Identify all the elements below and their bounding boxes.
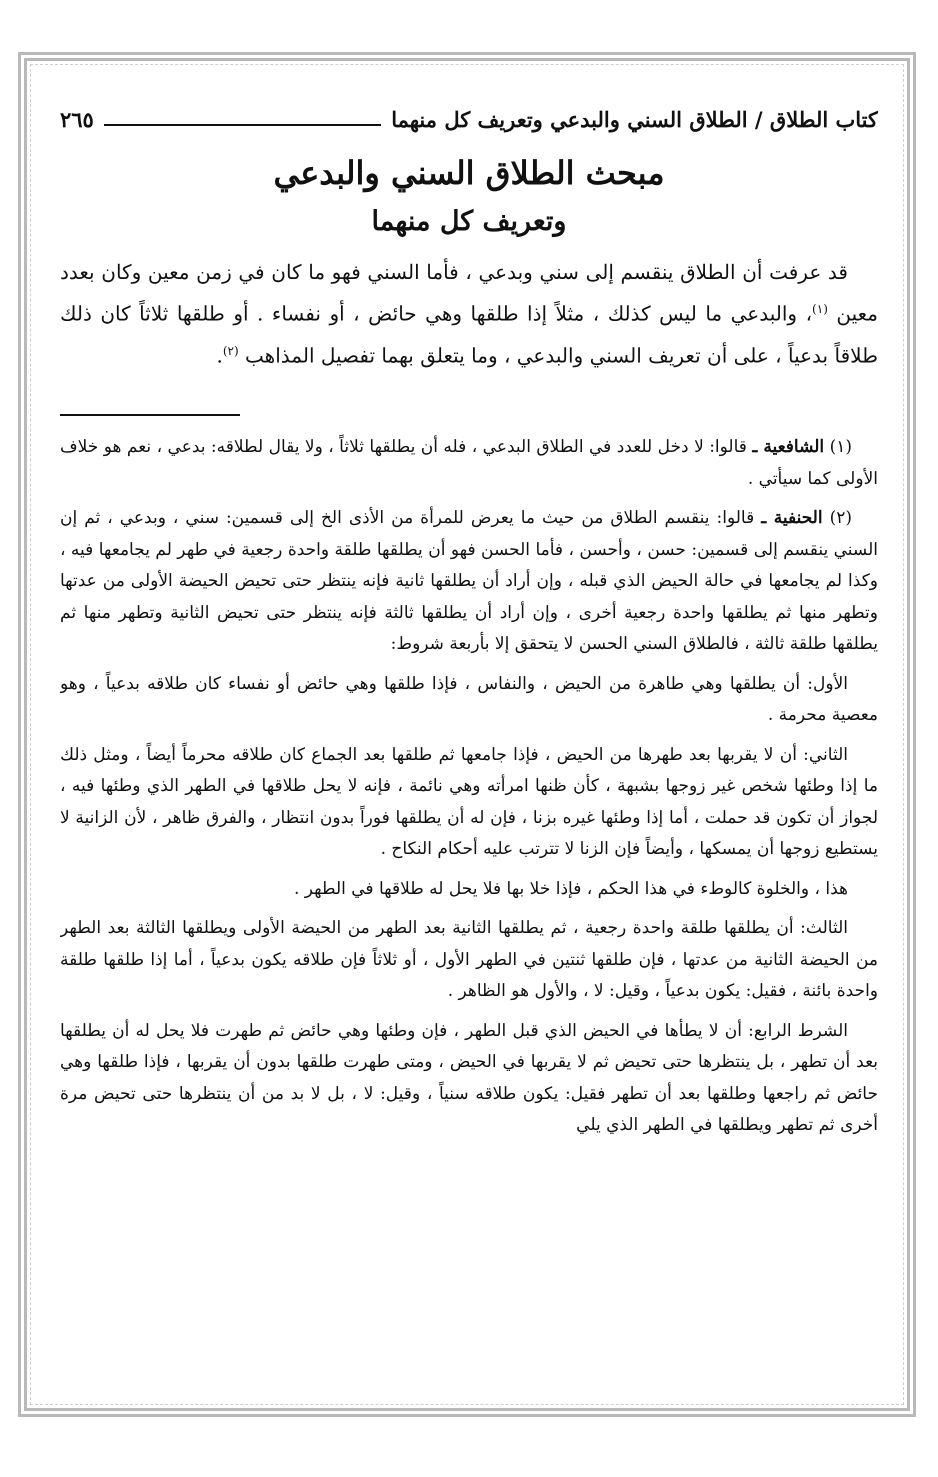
footnote-ref-2: (٢): [222, 343, 239, 358]
footnote-1-school: الشافعية ـ: [752, 437, 825, 458]
running-header: [60, 100, 878, 132]
body-text-a: قد عرفت أن الطلاق ينقسم إلى سني وبدعي ، فأما السني فهو ما كان في زمن معين وكان بعدد معين: [60, 260, 878, 326]
footnotes: [60, 432, 878, 1142]
footnote-1-text: قالوا: لا دخل للعدد في الطلاق البدعي ، فله أن يطلقها ثلاثاً ، ولا يقال لطلاقه: بدعي ، نعم هو خلاف الأولى كما سيأتي .: [60, 437, 878, 489]
footnote-2-school: الحنفية ـ: [761, 508, 823, 529]
footnote-1-number: (١): [829, 437, 853, 458]
page-content: [60, 100, 878, 1390]
section-subtitle: وتعريف كل منهما: [371, 206, 567, 237]
footnote-2-number: (٢): [829, 508, 853, 529]
footnote-1: [60, 432, 878, 495]
running-title: كتاب الطلاق / الطلاق السني والبدعي وتعريف كل منهما: [391, 107, 878, 132]
condition-2: الثاني: أن لا يقربها بعد طهرها من الحيض ، فإذا جامعها ثم طلقها بعد الجماع كان طلاقه محرماً أيضاً ، ومثل ذلك ما إذا وطئها شخص غير زوجها بشبهة ، كأن ظنها امرأته وهي نائمة ، فإنه لا يحل طلاقها في الطهر الذي وطئها فيه ، لجواز أن تكون قد حملت ، أما إذا وطئها غيره بزنا ، فإن له أن يطلقها فوراً بدون انتظار ، والفرق ظاهر ، لأن الزانية لا يستطيع زوجها أن يمسكها ، وأيضاً فإن الزنا لا تترتب عليه أحكام النكاح .: [60, 744, 878, 860]
body-text-end: .: [216, 343, 223, 368]
page-number: ٢٦٥: [60, 107, 94, 132]
footnote-ref-1: (١): [812, 302, 828, 316]
body-paragraph: [60, 254, 878, 374]
khulwa-note: هذا ، والخلوة كالوطء في هذا الحكم ، فإذا خلا بها فلا يحل له طلاقها في الطهر .: [293, 878, 848, 899]
condition-3: الثالث: أن يطلقها طلقة واحدة رجعية ، ثم يطلقها الثانية بعد الطهر من الحيضة الأولى ويطلقها الثالثة بعد الطهر من الحيضة الثانية من عدتها ، فإن طلقها ثنتين في الطهر الأول ، أو ثلاثاً فإن طلاقه يكون بدعياً ، أما إذا طلقها طلقة واحدة بائنة ، فقيل: يكون بدعياً ، وقيل: لا ، والأول هو الظاهر .: [60, 918, 878, 1002]
footnote-2-text: قالوا: ينقسم الطلاق من حيث ما يعرض للمرأة من الأذى الخ إلى قسمين: سني ، وبدعي ، ثم إن السني ينقسم إلى قسمين: حسن ، وأحسن ، فأما الحسن فهو أن يطلقها طلقة واحدة رجعية في طهر لم يجامعها فيه ، وكذا لم يجامعها في حالة الحيض الذي قبله ، وإن أراد أن يطلقها ثانية فإنه ينتظر حتى تحيض الحيضة الأولى من عدتها وتطهر منها ثم يطلقها واحدة رجعية أخرى ، وإن أراد أن يطلقها ثالثة فإنه ينتظر حتى تحيض الثانية وتطهر منها ثم يطلقها طلقة ثالثة ، فالطلاق السني الحسن لا يتحقق إلا بأربعة شروط:: [60, 508, 878, 655]
condition-1: الأول: أن يطلقها وهي طاهرة من الحيض ، والنفاس ، فإذا طلقها وهي حائض أو نفساء كان طلاقه بدعياً ، وهو معصية محرمة .: [60, 673, 878, 726]
main-text: [60, 254, 878, 374]
footnote-2: [60, 503, 878, 661]
header-rule: [104, 124, 381, 126]
footnote-separator: [60, 414, 878, 416]
body-text-b: ، والبدعي ما ليس كذلك ، مثلاً إذا طلقها وهي حائض ، أو نفساء . أو طلقها ثلاثاً كان ذلك طلاقاً بدعياً ، على أن تعريف السني والبدعي ، وما يتعلق بهما تفصيل المذاهب: [60, 301, 878, 368]
condition-4: الشرط الرابع: أن لا يطأها في الحيض الذي قبل الطهر ، فإن وطئها وهي حائض ثم طهرت فلا يحل له أن يطلقها بعد أن تطهر ، بل ينتظرها حتى تحيض ثم لا يقربها في الحيض ، ومتى طهرت طلقها بدون أن يقربها ، فإذا طلقها وهي حائض ثم راجعها وطلقها بعد أن تطهر فقيل: يكون طلاقه سنياً ، وقيل: لا ، بل لا بد من أن ينتظرها حتى تحيض مرة أخرى ثم تطهر ويطلقها في الطهر الذي يلي: [60, 1020, 878, 1136]
section-title: مبحث الطلاق السني والبدعي: [273, 154, 665, 192]
